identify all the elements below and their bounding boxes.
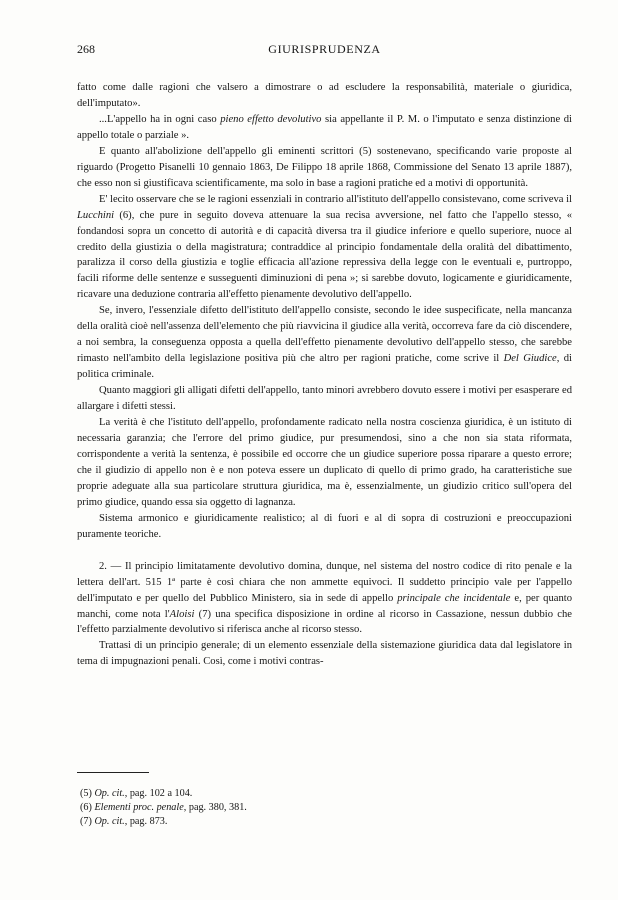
- text-run: (7) una specifica disposizione in ordine al ricorso in Cassazione, nessun dubbio che l'effetto parzialmente devolutivo si riferisca anche al ricorso stesso.: [77, 608, 573, 636]
- paragraph-lucchini: [77, 192, 572, 304]
- text-run: E' lecito osservare che se le ragioni essenziali in contrario all'istituto dell'appello consistevano, come scriveva il: [99, 193, 572, 205]
- body-text: [77, 80, 572, 670]
- text-run: Se, invero, l'essenziale difetto dell'istituto dell'appello consiste, secondo le idee suspecificate, nella mancanza della oralità cioè nell'assenza dell'elemento che più riavvicina il giudice alla verità, occorreva fare da ciò discendere, a noi sembra, la conseguenza opposta a quella dell'effetto pienamente devolutivo dell'appello stesso, che sarebbe rimasto nell'ambito della legislazione positiva più che altro per ragioni pratiche, come scrive il: [77, 305, 572, 365]
- text-run: ...L'appello ha in ogni caso: [99, 113, 221, 125]
- running-title: GIURISPRUDENZA: [268, 42, 381, 56]
- footnote-number: (7): [80, 816, 92, 827]
- paragraph-general-principle: Trattasi di un principio generale; di un elemento essenziale della sistemazione giuridica data dal legislatore in tema di impugnazioni penali. Così, come i motivi contras-: [77, 640, 572, 668]
- paragraph-orality: [77, 303, 572, 383]
- footnote-ref: , pag. 380, 381.: [183, 802, 247, 813]
- section-gap: [77, 543, 572, 559]
- italic-phrase: pieno effetto devolutivo: [220, 113, 322, 125]
- author-name: Lucchini: [77, 209, 115, 221]
- paragraph-defects: Quanto maggiori gli alligati difetti dell'appello, tanto minori avrebbero dovuto essere i motivi per esasperare ed allargare i difetti stessi.: [77, 385, 572, 413]
- running-header: [77, 42, 572, 58]
- paragraph-system: Sistema armonico e giuridicamente realistico; al di fuori e al di sopra di costruzioni e preoccupazioni puramente teoriche.: [77, 512, 572, 540]
- page-number: 268: [77, 42, 95, 56]
- footnote-rule: [77, 772, 149, 773]
- footnote: [80, 787, 380, 801]
- paragraph-section-2: [77, 559, 572, 639]
- text-run: sia appellante il P. M. o l'imputato e senza distinzione di appello totale o parziale ».: [77, 113, 572, 141]
- paragraph-quote-end: [77, 112, 572, 144]
- text-run: 2. — Il principio limitatamente devolutivo domina, dunque, nel sistema del nostro codice di rito penale e la lettera dell'art. 515 1ª parte è così chiara che non ammette equivoci. Il suddetto principio vale per l'appello dell'imputato e per quello del Pubblico Ministero, sia in sede di appello: [77, 560, 572, 604]
- text-run: (6), che pure in seguito doveva attenuare la sua recisa avversione, nel fatto che l'appello stesso, « fondandosi sopra un concetto di autorità e di capacità diversa tra il giudice inferiore e quello superiore, nuoce al credito della giustizia o della magistratura; contraddice al principio fondamentale della oralità del dibattimento, paralizza il corso della giustizia e toglie efficacia all'azione repressiva della legge con le eventuali e, purtroppo, facili riforme delle sentenze e susseguenti diminuzioni di pena »; si sarebbe dovuto, logicamente e giuridicamente, ricavare una deduzione contraria all'effetto pienamente devolutivo dell'appello.: [77, 209, 572, 301]
- paragraph-abolition: E quanto all'abolizione dell'appello gli eminenti scrittori (5) sostenevano, specificando varie proposte al riguardo (Progetto Pisanelli 10 gennaio 1863, De Filippo 18 aprile 1868, Commissione del Senato 13 aprile 1887), che esso non si giustificava scientificamente, ma solo in base a ragioni pratiche ed a motivi di opportunità.: [77, 145, 572, 189]
- italic-phrase: principale che incidentale: [397, 592, 511, 604]
- text-run: , di politica criminale.: [77, 353, 572, 381]
- footnote-number: (5): [80, 788, 92, 799]
- paragraph-truth: La verità è che l'istituto dell'appello, profondamente radicato nella nostra coscienza giuridica, è un istituto di necessaria garanzia; che l'errore del primo giudice, pur presumendosi, sino a che non sia stata riformata, corrispondente a verità la sentenza, è possibile ed occorre che un giudice superiore possa riparare a questo errore; che il giudizio di appello non è e non poteva essere un duplicato di quello di primo grado, ha caratteristiche sue proprie adeguate alla sua particolare struttura giuridica, ma è, essenzialmente, un giudizio critico sull'opera del primo giudice, quando essa sia oggetto di lagnanza.: [77, 417, 572, 508]
- footnote: [80, 815, 380, 829]
- paragraph-continuation: fatto come dalle ragioni che valsero a dimostrare o ad escludere la responsabilità, materiale o giuridica, dell'imputato».: [77, 82, 572, 109]
- footnote-work: Op. cit.: [94, 788, 125, 799]
- footnote: [80, 801, 380, 815]
- footnote-number: (6): [80, 802, 92, 813]
- author-name: Aloisi: [169, 608, 195, 620]
- footnote-ref: , pag. 102 a 104.: [124, 788, 193, 799]
- footnote-ref: , pag. 873.: [124, 816, 168, 827]
- footnotes: [80, 787, 380, 829]
- footnote-work: Op. cit.: [94, 816, 125, 827]
- text-run: e, per quanto manchi, come nota l': [77, 592, 573, 620]
- author-name: Del Giudice: [503, 353, 557, 365]
- footnote-work: Elementi proc. penale: [94, 802, 184, 813]
